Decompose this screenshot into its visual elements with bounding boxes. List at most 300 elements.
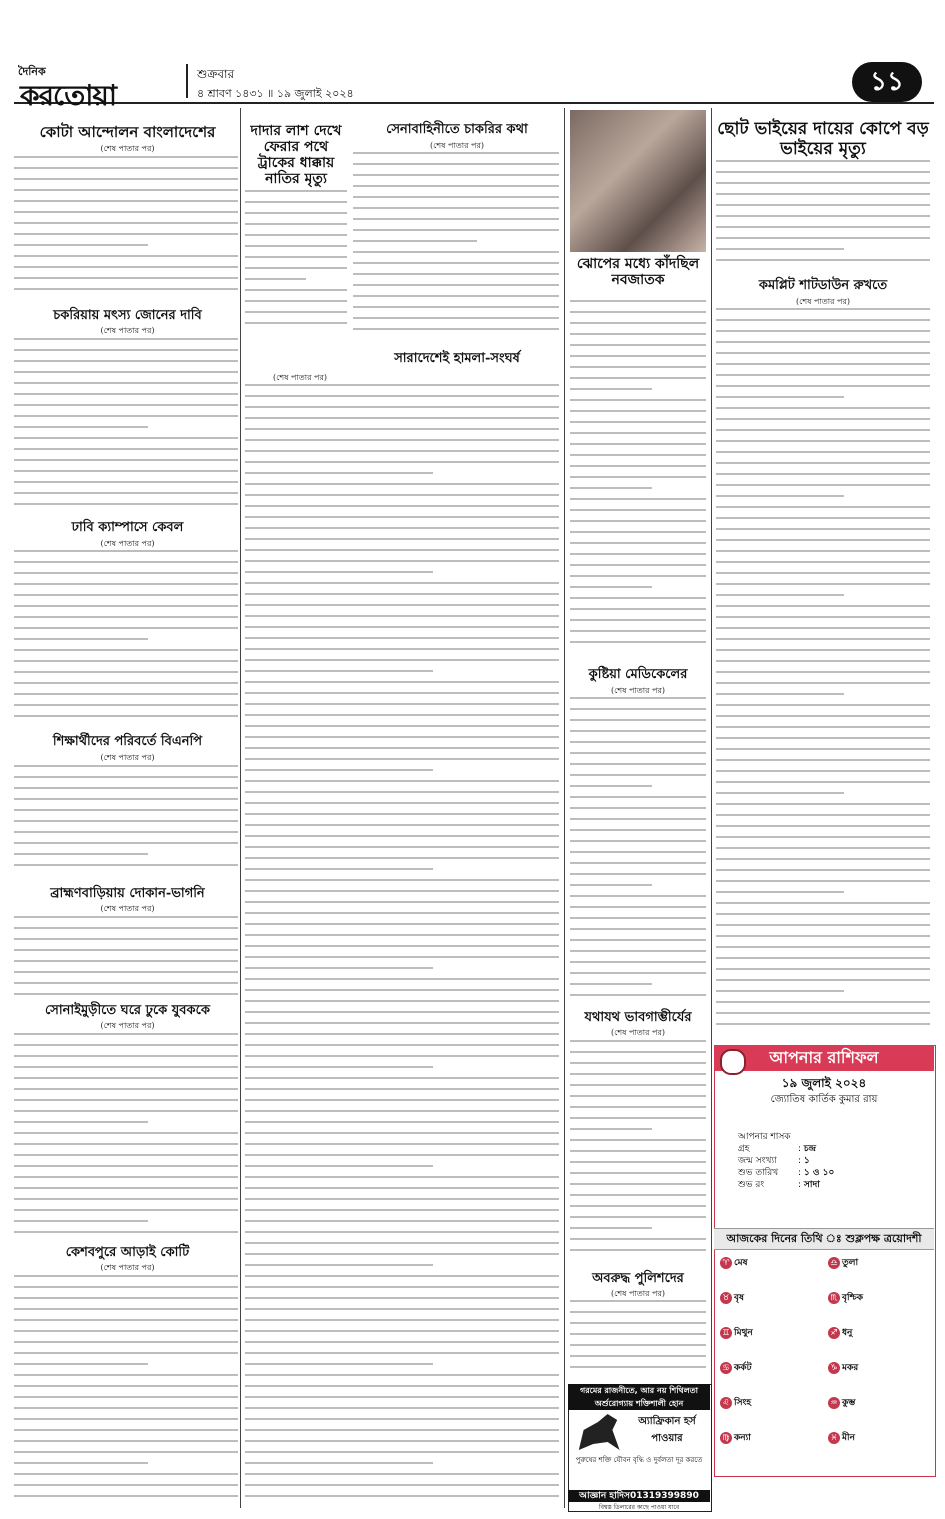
text-line [14, 167, 238, 169]
text-line [245, 494, 559, 496]
text-line [14, 1187, 238, 1189]
text-line [14, 426, 148, 428]
text-line [570, 807, 706, 809]
text-line [14, 288, 238, 290]
text-line [570, 939, 706, 941]
text-line [570, 597, 706, 599]
headline-brahmanbaria: ব্রাহ্মণবাড়িয়ায় দোকান-ভাগনি [50, 886, 205, 901]
text-line [14, 787, 238, 789]
text-line [245, 692, 559, 694]
text-line [570, 697, 706, 699]
text-line [14, 437, 238, 439]
text-line [570, 410, 706, 412]
text-line [353, 174, 559, 176]
text-line [14, 1363, 148, 1365]
text-line [245, 681, 559, 683]
text-line [14, 1495, 238, 1497]
text-line [245, 1352, 559, 1354]
text-line [716, 215, 930, 217]
text-line [716, 418, 930, 420]
text-line [716, 902, 930, 904]
text-line [716, 462, 930, 464]
text-line [716, 605, 930, 607]
text-line [716, 319, 930, 321]
text-line [14, 1099, 238, 1101]
text-line [570, 443, 706, 445]
text-line [14, 1473, 238, 1475]
continued-note: (শেষ পাতার পর) [272, 373, 328, 382]
text-line [245, 835, 559, 837]
text-line [245, 439, 559, 441]
text-line [245, 483, 559, 485]
text-line [245, 736, 559, 738]
capricorn-icon: ♑ [828, 1362, 840, 1374]
text-line [716, 248, 844, 250]
text-line [14, 1440, 238, 1442]
text-line [716, 440, 930, 442]
text-line [245, 267, 347, 269]
text-line [570, 906, 706, 908]
text-line [716, 748, 930, 750]
text-line [570, 1084, 706, 1086]
horoscope-author: জ্যোতিষ কার্তিক কুমার রায় [770, 1094, 878, 1105]
text-line [716, 308, 930, 310]
sign-aries: ♈ মেষ [720, 1255, 748, 1270]
text-line [570, 553, 706, 555]
text-line [245, 1132, 559, 1134]
text-line [245, 1033, 559, 1035]
tithi-banner: আজকের দিনের তিথি ঃ শুক্লপক্ষ ত্রয়োদশী [714, 1228, 934, 1250]
text-line [14, 1143, 238, 1145]
text-line [716, 781, 930, 783]
text-line [570, 873, 706, 875]
text-line [14, 561, 238, 563]
text-line [353, 251, 559, 253]
text-line [716, 759, 930, 761]
text-line [716, 660, 930, 662]
article-body [14, 916, 238, 1004]
text-line [245, 967, 433, 969]
text-line [570, 752, 706, 754]
text-line [245, 1451, 559, 1453]
text-line [14, 627, 238, 629]
text-line [570, 520, 706, 522]
column-rule [564, 108, 565, 1508]
text-line [716, 1012, 930, 1014]
article-body [245, 190, 347, 340]
text-line [245, 593, 559, 595]
text-line [570, 862, 706, 864]
text-line [716, 517, 930, 519]
article-body [14, 338, 238, 523]
text-line [570, 1106, 706, 1108]
text-line [716, 616, 930, 618]
text-line [570, 498, 706, 500]
article-body [570, 300, 706, 658]
text-line [14, 1033, 238, 1035]
text-line [570, 961, 706, 963]
text-line [570, 608, 706, 610]
text-line [14, 470, 238, 472]
text-line [245, 1055, 559, 1057]
text-line [570, 1040, 706, 1042]
continued-note: (শেষ পাতার পর) [100, 904, 155, 913]
text-line [570, 509, 706, 511]
text-line [245, 934, 559, 936]
text-line [716, 204, 930, 206]
text-line [716, 814, 930, 816]
text-line [14, 594, 238, 596]
text-line [245, 395, 559, 397]
text-line [570, 851, 706, 853]
article-body [570, 1040, 706, 1270]
text-line [245, 450, 559, 452]
gemini-icon: ♊ [720, 1327, 732, 1339]
text-line [570, 983, 652, 985]
text-line [245, 1000, 559, 1002]
text-line [570, 719, 706, 721]
text-line [716, 682, 930, 684]
text-line [570, 344, 706, 346]
text-line [353, 218, 559, 220]
ad-banner: গরমের রাজনীতে, আর নয় শিথিলতা অর্শুরোগ্যায় শক্তিশালী হোন [568, 1384, 710, 1410]
text-line [245, 1385, 559, 1387]
newborn-photo [570, 110, 706, 252]
text-line [14, 693, 238, 695]
text-line [716, 484, 930, 486]
sign-pisces: ♓ মীন [828, 1430, 855, 1445]
text-line [245, 769, 433, 771]
astro-row: শুভ রং : সাদা [738, 1180, 820, 1190]
text-line [14, 993, 238, 995]
text-line [14, 338, 238, 340]
text-line [245, 670, 433, 672]
text-line [716, 259, 930, 261]
text-line [716, 891, 844, 893]
text-line [245, 256, 347, 258]
text-line [14, 820, 238, 822]
text-line [14, 1374, 238, 1376]
text-line [716, 836, 930, 838]
text-line [14, 776, 238, 778]
aquarius-icon: ♒ [828, 1397, 840, 1409]
continued-note: (শেষ পাতার পর) [100, 1021, 155, 1030]
sagittarius-icon: ♐ [828, 1327, 840, 1339]
sign-libra: ♎ তুলা [828, 1255, 858, 1270]
text-line [245, 201, 347, 203]
text-line [716, 352, 930, 354]
text-line [245, 725, 559, 727]
text-line [14, 671, 238, 673]
text-line [14, 244, 148, 246]
text-line [14, 1044, 238, 1046]
sign-capricorn: ♑ মকর [828, 1360, 858, 1375]
text-line [14, 211, 238, 213]
text-line [716, 182, 930, 184]
pisces-icon: ♓ [828, 1432, 840, 1444]
text-line [245, 516, 559, 518]
text-line [716, 726, 930, 728]
text-line [716, 495, 844, 497]
continued-note: (শেষ পাতার পর) [795, 297, 851, 306]
text-line [14, 660, 238, 662]
text-line [570, 575, 706, 577]
cancer-icon: ♋ [720, 1362, 732, 1374]
text-line [14, 1407, 238, 1409]
text-line [245, 802, 559, 804]
text-line [14, 448, 238, 450]
text-line [14, 1352, 238, 1354]
text-line [245, 1495, 559, 1497]
text-line [14, 842, 238, 844]
text-line [716, 374, 930, 376]
text-line [14, 1286, 238, 1288]
text-line [570, 1300, 706, 1302]
text-line [570, 311, 706, 313]
text-line [245, 1440, 559, 1442]
headline-chakaria: চকরিয়ায় মৎস্য জোনের দাবি [53, 308, 202, 323]
text-line [245, 824, 559, 826]
text-line [716, 1023, 930, 1025]
masthead-divider [186, 64, 188, 98]
text-line [14, 715, 238, 717]
text-line [245, 1407, 559, 1409]
text-line [570, 1227, 652, 1229]
text-line [716, 880, 930, 882]
astro-table [738, 1131, 908, 1191]
text-line [716, 847, 930, 849]
text-line [245, 461, 559, 463]
text-line [14, 156, 238, 158]
zodiac-wheel-icon [720, 1049, 746, 1075]
text-line [353, 229, 559, 231]
text-line [14, 1066, 238, 1068]
text-line [716, 572, 930, 574]
text-line [570, 564, 706, 566]
text-line [245, 527, 559, 529]
text-line [245, 1198, 559, 1200]
text-line [245, 190, 347, 192]
sign-aquarius: ♒ কুম্ভ [828, 1395, 855, 1410]
text-line [570, 586, 652, 588]
text-line [245, 245, 347, 247]
text-line [14, 649, 238, 651]
text-line [245, 1231, 559, 1233]
text-line [245, 417, 559, 419]
text-line [245, 912, 559, 914]
text-line [245, 1253, 559, 1255]
text-line [14, 1165, 238, 1167]
text-line [716, 990, 844, 992]
text-line [14, 178, 238, 180]
text-line [570, 1150, 706, 1152]
text-line [570, 421, 706, 423]
text-line [14, 583, 238, 585]
headline-nationwide: সারাদেশেই হামলা-সংঘর্ষ [394, 351, 520, 366]
text-line [716, 237, 930, 239]
text-line [14, 605, 238, 607]
text-line [245, 311, 347, 313]
text-line [716, 429, 930, 431]
text-line [716, 396, 844, 398]
text-line [14, 927, 238, 929]
text-line [570, 1194, 706, 1196]
text-line [14, 277, 238, 279]
text-line [716, 737, 930, 739]
text-line [14, 1154, 238, 1156]
issue-day: শুক্রবার [197, 67, 235, 81]
headline-army: সেনাবাহিনীতে চাকরির কথা [386, 122, 528, 137]
text-line [245, 234, 347, 236]
text-line [245, 1330, 559, 1332]
text-line [245, 1209, 559, 1211]
text-line [14, 550, 238, 552]
text-line [570, 1073, 706, 1075]
continued-note: (শেষ পাতার পর) [610, 686, 666, 695]
text-line [716, 341, 930, 343]
text-line [245, 1374, 559, 1376]
sign-virgo: ♍ কন্যা [720, 1430, 751, 1445]
text-line [570, 730, 706, 732]
continued-note: (শেষ পাতার পর) [100, 1263, 155, 1272]
headline-police: অবরুদ্ধ পুলিশদের [592, 1271, 684, 1286]
text-line [570, 1183, 706, 1185]
text-line [716, 561, 930, 563]
masthead [14, 60, 934, 104]
text-line [14, 949, 238, 951]
text-line [570, 1249, 706, 1251]
astro-row: জন্ম সংখ্যা : ১ [738, 1156, 810, 1166]
article-body [716, 160, 930, 276]
text-line [245, 615, 559, 617]
text-line [245, 626, 559, 628]
taurus-icon: ♉ [720, 1292, 732, 1304]
text-line [353, 207, 559, 209]
text-line [245, 857, 559, 859]
text-line [716, 693, 844, 695]
text-line [14, 809, 238, 811]
text-line [14, 371, 238, 373]
text-line [245, 538, 559, 540]
text-line [716, 715, 930, 717]
headline-jothajoth: যথাযথ ভাবগাম্ভীর্যের [584, 1010, 692, 1025]
aries-icon: ♈ [720, 1257, 732, 1269]
continued-note: (শেষ পাতার পর) [100, 539, 155, 548]
text-line [14, 1176, 238, 1178]
text-line [14, 1121, 148, 1123]
text-line [245, 406, 559, 408]
article-body [716, 308, 930, 1040]
text-line [353, 328, 559, 330]
text-line [716, 594, 844, 596]
text-line [353, 185, 559, 187]
text-line [570, 1139, 706, 1141]
text-line [716, 803, 930, 805]
text-line [14, 492, 238, 494]
text-line [716, 451, 930, 453]
text-line [14, 459, 238, 461]
text-line [14, 1429, 238, 1431]
continued-note: (শেষ পাতার পর) [100, 144, 155, 153]
article-body [14, 765, 238, 885]
text-line [14, 1209, 238, 1211]
text-line [245, 472, 433, 474]
text-line [14, 1418, 238, 1420]
text-line [353, 196, 559, 198]
text-line [570, 388, 652, 390]
text-line [14, 415, 238, 417]
text-line [245, 1308, 559, 1310]
text-line [14, 255, 238, 257]
text-line [14, 266, 238, 268]
text-line [14, 1396, 238, 1398]
astro-row: আপনার শাসক গ্রহ : চন্দ্র [738, 1132, 817, 1154]
text-line [245, 1066, 433, 1068]
text-line [570, 641, 706, 643]
text-line [716, 539, 930, 541]
text-line [570, 1172, 706, 1174]
text-line [570, 829, 706, 831]
text-line [14, 393, 238, 395]
text-line [570, 300, 706, 302]
text-line [14, 798, 238, 800]
headline-brother: ছোট ভাইয়ের দায়ের কোপে বড় ভাইয়ের মৃত্যু [717, 119, 929, 159]
text-line [570, 399, 706, 401]
text-line [245, 879, 559, 881]
text-line [14, 704, 238, 706]
text-line [245, 637, 559, 639]
article-body [14, 1275, 238, 1507]
text-line [570, 796, 706, 798]
text-line [14, 233, 238, 235]
text-line [570, 465, 706, 467]
text-line [570, 619, 706, 621]
text-line [14, 382, 238, 384]
text-line [570, 972, 706, 974]
text-line [570, 355, 706, 357]
text-line [245, 989, 559, 991]
text-line [14, 1198, 238, 1200]
text-line [716, 193, 930, 195]
text-line [570, 1355, 706, 1357]
text-line [14, 616, 238, 618]
continued-note: (শেষ পাতার পর) [100, 753, 155, 762]
text-line [245, 846, 559, 848]
text-line [14, 189, 238, 191]
text-line [716, 363, 930, 365]
text-line [245, 945, 559, 947]
headline-dada: দাদার লাশ দেখে ফেরার পথে ট্রাকের ধাক্কায় নাতির মৃত্যু [250, 123, 342, 188]
text-line [570, 763, 706, 765]
text-line [570, 542, 706, 544]
text-line [14, 1088, 238, 1090]
continued-note: (শেষ পাতার পর) [610, 1289, 666, 1298]
ad-product-name: অ্যাফ্রিকান হর্স পাওয়ার [638, 1416, 696, 1444]
text-line [716, 160, 930, 162]
text-line [14, 1275, 238, 1277]
text-line [716, 385, 930, 387]
text-line [716, 649, 930, 651]
text-line [14, 222, 238, 224]
text-line [716, 583, 930, 585]
text-line [14, 682, 238, 684]
continued-note: (শেষ পাতার পর) [100, 326, 155, 335]
sign-scorpio: ♏ বৃশ্চিক [828, 1290, 863, 1305]
text-line [245, 1319, 559, 1321]
text-line [716, 792, 844, 794]
text-line [245, 1462, 433, 1464]
text-line [245, 1011, 559, 1013]
